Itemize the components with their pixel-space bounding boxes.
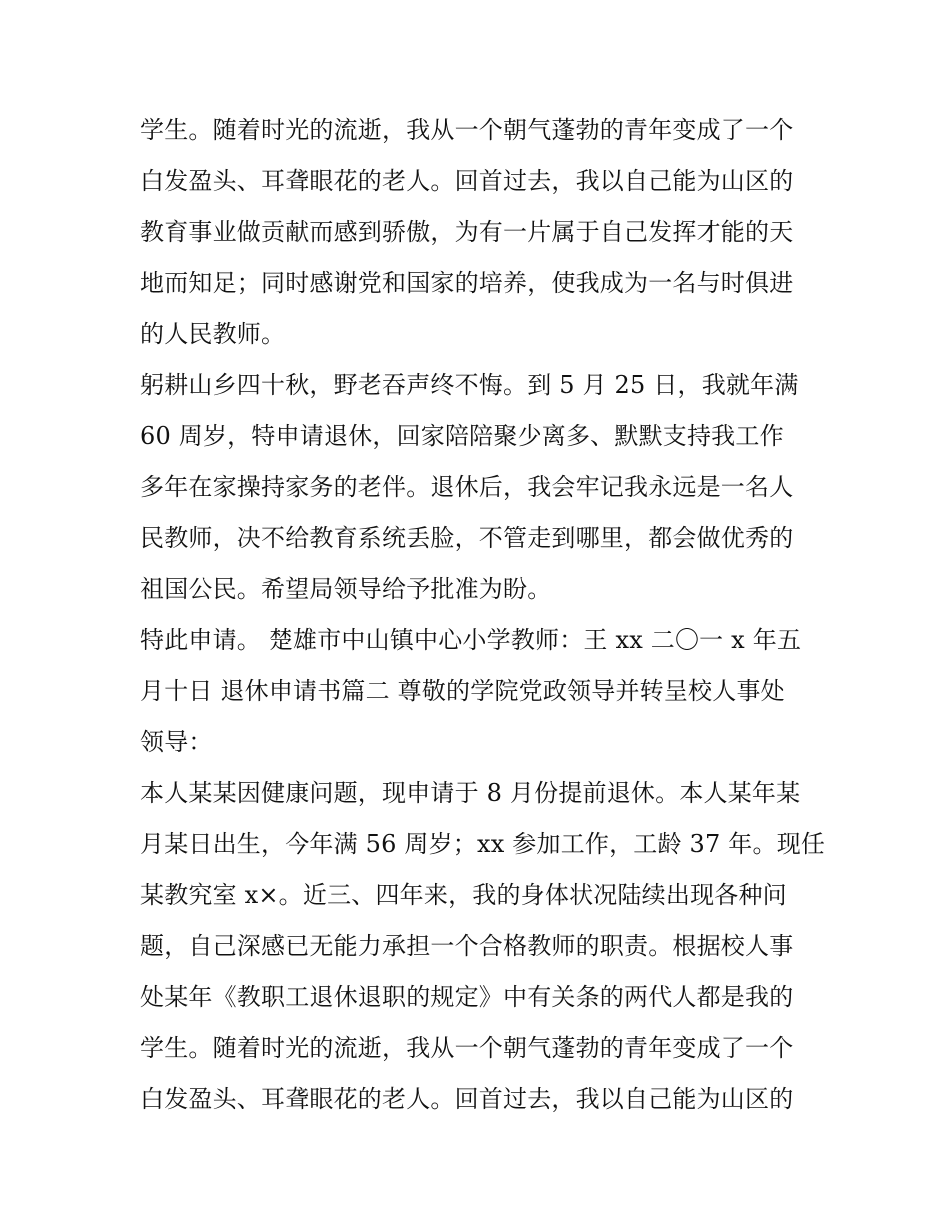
- text-line-13: 领导：: [140, 728, 213, 756]
- text-line-10: 祖国公民。希望局领导给予批准为盼。: [140, 575, 552, 603]
- text-line-16: 某教究室 x×。近三、四年来，我的身体状况陆续出现各种问: [140, 881, 787, 909]
- text-line-4: 地而知足；同时感谢党和国家的培养，使我成为一名与时俱进: [140, 269, 794, 297]
- text-line-17: 题，自己深感已无能力承担一个合格教师的职责。根据校人事: [140, 932, 794, 960]
- text-line-19: 学生。随着时光的流逝，我从一个朝气蓬勃的青年变成了一个: [140, 1034, 794, 1062]
- text-line-2: 白发盈头、耳聋眼花的老人。回首过去，我以自己能为山区的: [140, 167, 794, 195]
- text-line-3: 教育事业做贡献而感到骄傲，为有一片属于自己发挥才能的天: [140, 218, 794, 246]
- text-line-20: 白发盈头、耳聋眼花的老人。回首过去，我以自己能为山区的: [140, 1085, 794, 1113]
- text-line-5: 的人民教师。: [140, 320, 286, 348]
- text-line-6: 躬耕山乡四十秋，野老吞声终不悔。到 5 月 25 日，我就年满: [140, 371, 799, 399]
- text-line-18: 处某年《教职工退休退职的规定》中有关条的两代人都是我的: [140, 983, 794, 1011]
- text-line-9: 民教师，决不给教育系统丢脸，不管走到哪里，都会做优秀的: [140, 524, 794, 552]
- text-line-7: 60 周岁，特申请退休，回家陪陪聚少离多、默默支持我工作: [140, 422, 784, 450]
- text-line-1: 学生。随着时光的流逝，我从一个朝气蓬勃的青年变成了一个: [140, 116, 794, 144]
- text-line-8: 多年在家操持家务的老伴。退休后，我会牢记我永远是一名人: [140, 473, 794, 501]
- text-line-15: 月某日出生，今年满 56 周岁；xx 参加工作，工龄 37 年。现任: [140, 830, 826, 858]
- text-line-14: 本人某某因健康问题，现申请于 8 月份提前退休。本人某年某: [140, 779, 801, 807]
- text-line-12: 月十日 退休申请书篇二 尊敬的学院党政领导并转呈校人事处: [140, 677, 785, 705]
- text-line-11: 特此申请。 楚雄市中山镇中心小学教师：王 xx 二〇一 x 年五: [140, 626, 802, 654]
